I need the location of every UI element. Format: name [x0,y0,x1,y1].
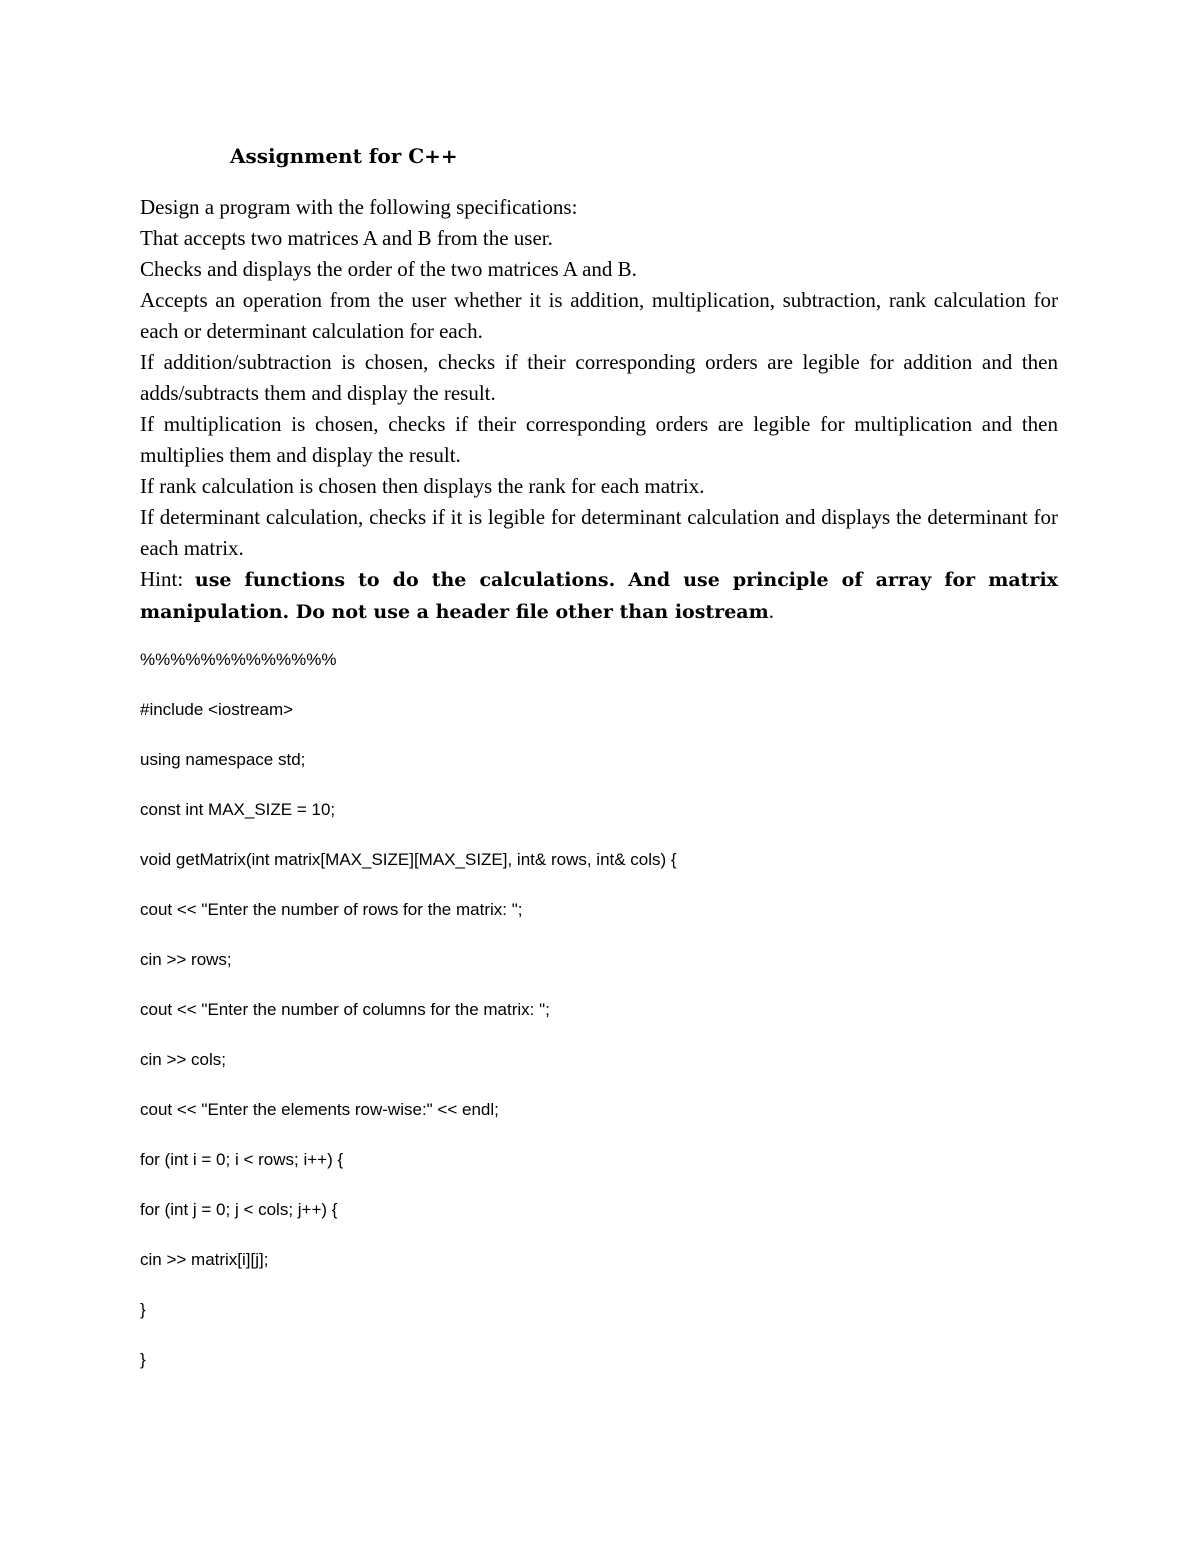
spec-line: Accepts an operation from the user whether it is addition, multiplication, subtraction, rank calculation for each or determinant calculation for each. [140,288,1058,343]
code-line: cout << "Enter the number of rows for the matrix: "; [140,900,523,919]
code-line: cin >> matrix[i][j]; [140,1250,269,1269]
hint-paragraph [140,564,1058,628]
code-line: #include <iostream> [140,700,294,719]
code-line: using namespace std; [140,750,306,769]
spec-line: If determinant calculation, checks if it is legible for determinant calculation and displays the determinant for each matrix. [140,505,1058,560]
code-line: for (int i = 0; i < rows; i++) { [140,1150,344,1169]
code-line: const int MAX_SIZE = 10; [140,800,336,819]
spec-intro: Design a program with the following specifications: [140,195,578,219]
specification-text [140,192,1058,628]
hint-bold-text: use functions to do the calculations. And use principle of array for matrix manipulation. Do not use a header file other than iostream [140,569,1058,623]
document-title: Assignment for C++ [230,144,458,168]
code-line: cin >> cols; [140,1050,226,1069]
code-line: } [140,1300,146,1319]
spec-line: That accepts two matrices A and B from the user. [140,226,553,250]
code-line: cout << "Enter the elements row-wise:" << endl; [140,1100,499,1119]
spec-line: If multiplication is chosen, checks if their corresponding orders are legible for multiplication and then multiplies them and display the result. [140,412,1058,467]
hint-period: . [768,599,774,623]
spec-line: Checks and displays the order of the two matrices A and B. [140,257,637,281]
code-line: cin >> rows; [140,950,232,969]
code-line: void getMatrix(int matrix[MAX_SIZE][MAX_SIZE], int& rows, int& cols) { [140,850,677,869]
spec-line: If addition/subtraction is chosen, checks if their corresponding orders are legible for addition and then adds/subtracts them and display the result. [140,350,1058,405]
code-line: for (int j = 0; j < cols; j++) { [140,1200,338,1219]
code-line: } [140,1350,146,1369]
hint-label: Hint: [140,567,195,591]
code-line: cout << "Enter the number of columns for the matrix: "; [140,1000,550,1019]
code-line-separator: %%%%%%%%%%%%% [140,650,337,669]
spec-line: If rank calculation is chosen then displays the rank for each matrix. [140,474,705,498]
